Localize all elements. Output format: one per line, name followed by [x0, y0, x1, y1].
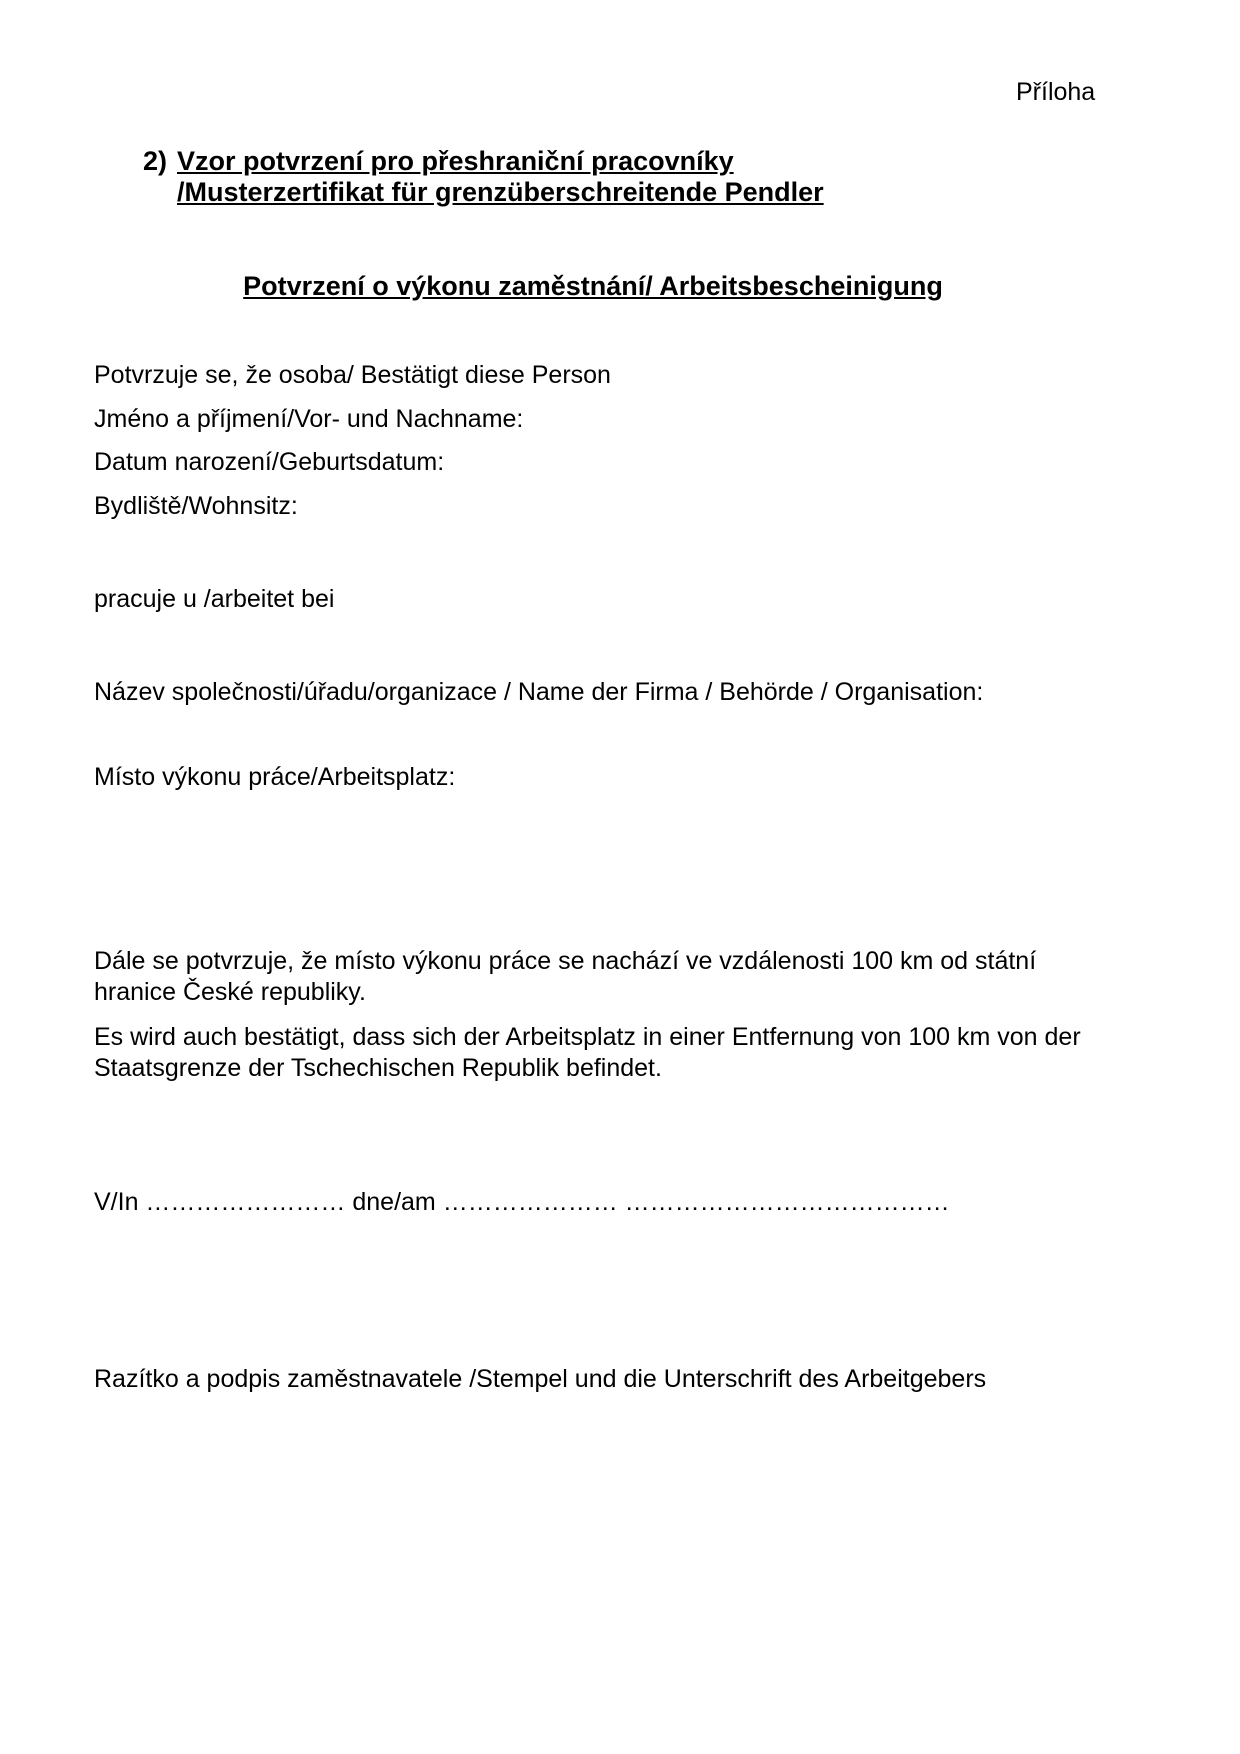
paragraph-distance-czech: Dále se potvrzuje, že místo výkonu práce se nachází ve vzdálenosti 100 km od státní hranice České republiky. — [94, 947, 1037, 1006]
section-heading-line1 — [143, 146, 824, 177]
paragraph-works-at: pracuje u /arbeitet bei — [94, 585, 335, 613]
section-heading-title-de: /Musterzertifikat für grenzüberschreitende Pendler — [177, 177, 824, 207]
document-title — [93, 271, 1093, 302]
paragraph-distance-german: Es wird auch bestätigt, dass sich der Arbeitsplatz in einer Entfernung von 100 km von der Staatsgrenze der Tschechischen Republik befindet. — [94, 1023, 1081, 1082]
document-title-text: Potvrzení o výkonu zaměstnání/ Arbeitsbescheinigung — [243, 271, 943, 301]
attachment-corner-label: Příloha — [1016, 78, 1096, 106]
field-label-workplace: Místo výkonu práce/Arbeitsplatz: — [94, 763, 456, 791]
place-and-date-line: V/In …………………… dne/am ………………… ………………………………… — [94, 1188, 950, 1216]
section-heading-title-cs: Vzor potvrzení pro přeshraniční pracovníky — [177, 146, 734, 176]
section-heading — [143, 146, 824, 208]
field-label-company: Název společnosti/úřadu/organizace / Name der Firma / Behörde / Organisation: — [94, 678, 984, 706]
field-label-name: Jméno a příjmení/Vor- und Nachname: — [94, 405, 524, 433]
section-heading-number: 2) — [143, 146, 168, 176]
field-label-residence: Bydliště/Wohnsitz: — [94, 492, 298, 520]
paragraph-confirm-person: Potvrzuje se, že osoba/ Bestätigt diese Person — [94, 361, 611, 389]
field-label-birthdate: Datum narození/Geburtsdatum: — [94, 448, 445, 476]
stamp-signature-line: Razítko a podpis zaměstnavatele /Stempel und die Unterschrift des Arbeitgebers — [94, 1365, 987, 1393]
